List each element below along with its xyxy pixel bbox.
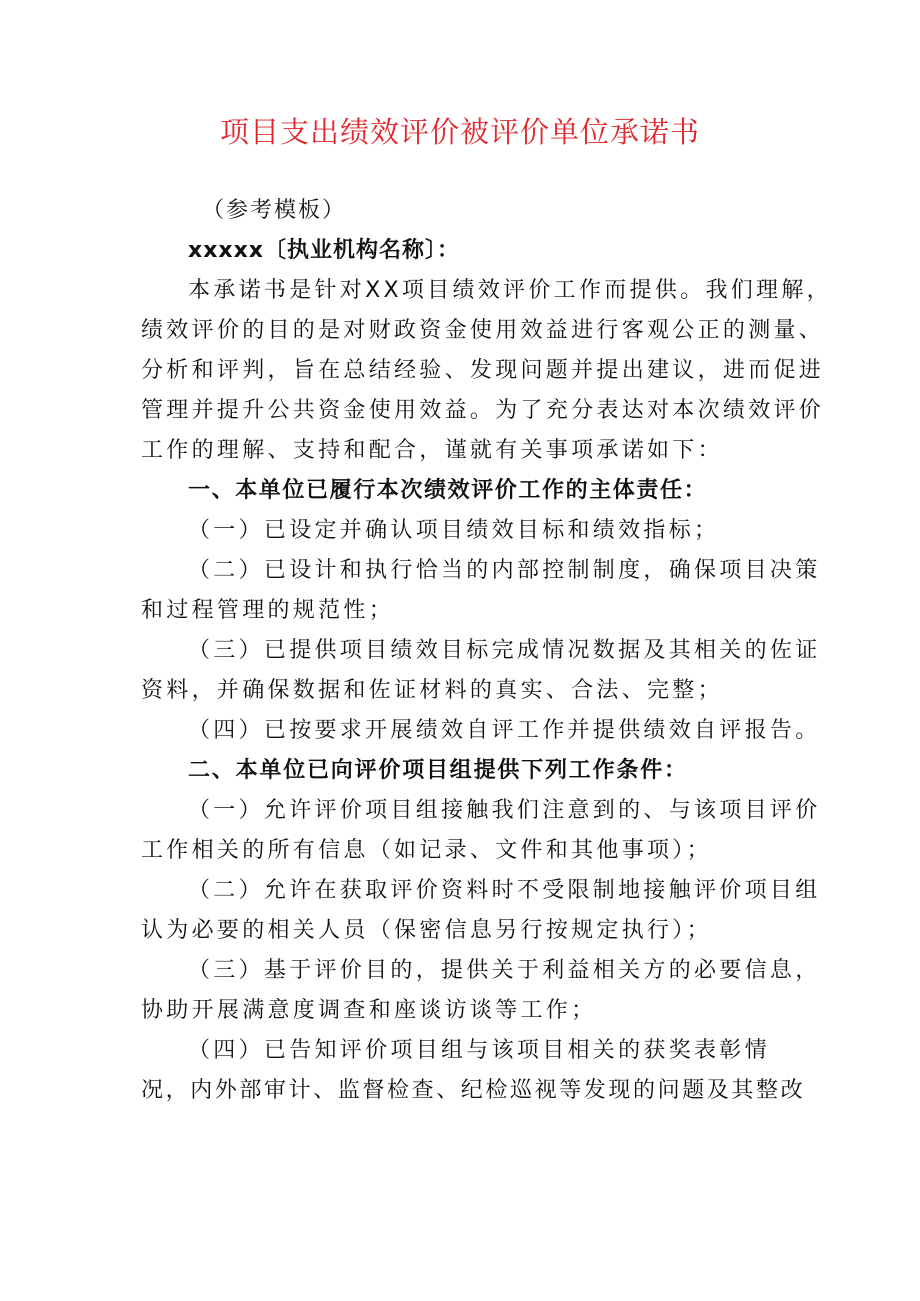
section-2-item-2-line-1: （二）允许在获取评价资料时不受限制地接触评价项目组 [188, 878, 821, 903]
section-1-heading: 一、本单位已履行本次绩效评价工作的主体责任： [188, 478, 708, 503]
document-title: 项目支出绩效评价被评价单位承诺书 [219, 115, 700, 149]
template-note: （参考模板） [202, 198, 347, 223]
intro-line-4: 管理并提升公共资金使用效益。为了充分表达对本次绩效评价 [141, 398, 825, 423]
section-2-item-3-line-2: 协助开展满意度调查和座谈访谈等工作； [141, 998, 597, 1023]
section-1-item-3-line-2: 资料，并确保数据和佐证材料的真实、合法、完整； [141, 678, 723, 703]
section-2-heading: 二、本单位已向评价项目组提供下列工作条件： [188, 758, 688, 783]
section-2-item-2-line-2: 认为必要的相关人员（保密信息另行按规定执行）； [141, 918, 712, 943]
section-2-item-3-line-1: （三）基于评价目的，提供关于利益相关方的必要信息， [188, 958, 821, 983]
intro-line-1: 本承诺书是针对XX项目绩效评价工作而提供。我们理解， [188, 278, 832, 303]
section-2-item-1-line-1: （一）允许评价项目组接触我们注意到的、与该项目评价 [188, 798, 821, 823]
intro-line-3: 分析和评判，旨在总结经验、发现问题并提出建议，进而促进 [141, 358, 825, 383]
section-2-item-4-line-2: 况，内外部审计、监督检查、纪检巡视等发现的问题及其整改 [141, 1078, 806, 1103]
section-2-item-4-line-1: （四）已告知评价项目组与该项目相关的获奖表彰情 [188, 1038, 770, 1063]
section-1-item-1: （一）已设定并确认项目绩效目标和绩效指标； [188, 518, 720, 543]
section-1-item-4: （四）已按要求开展绩效自评工作并提供绩效自评报告。 [188, 718, 821, 743]
intro-line-5: 工作的理解、支持和配合，谨就有关事项承诺如下： [141, 438, 723, 463]
section-1-item-2-line-2: 和过程管理的规范性； [141, 598, 395, 623]
section-1-item-2-line-1: （二）已设计和执行恰当的内部控制制度，确保项目决策 [188, 558, 821, 583]
intro-line-2: 绩效评价的目的是对财政资金使用效益进行客观公正的测量、 [141, 318, 825, 343]
section-2-item-1-line-2: 工作相关的所有信息（如记录、文件和其他事项）； [141, 838, 712, 863]
section-1-item-3-line-1: （三）已提供项目绩效目标完成情况数据及其相关的佐证 [188, 638, 821, 663]
addressee: xxxxx〔执业机构名称〕： [188, 238, 460, 263]
